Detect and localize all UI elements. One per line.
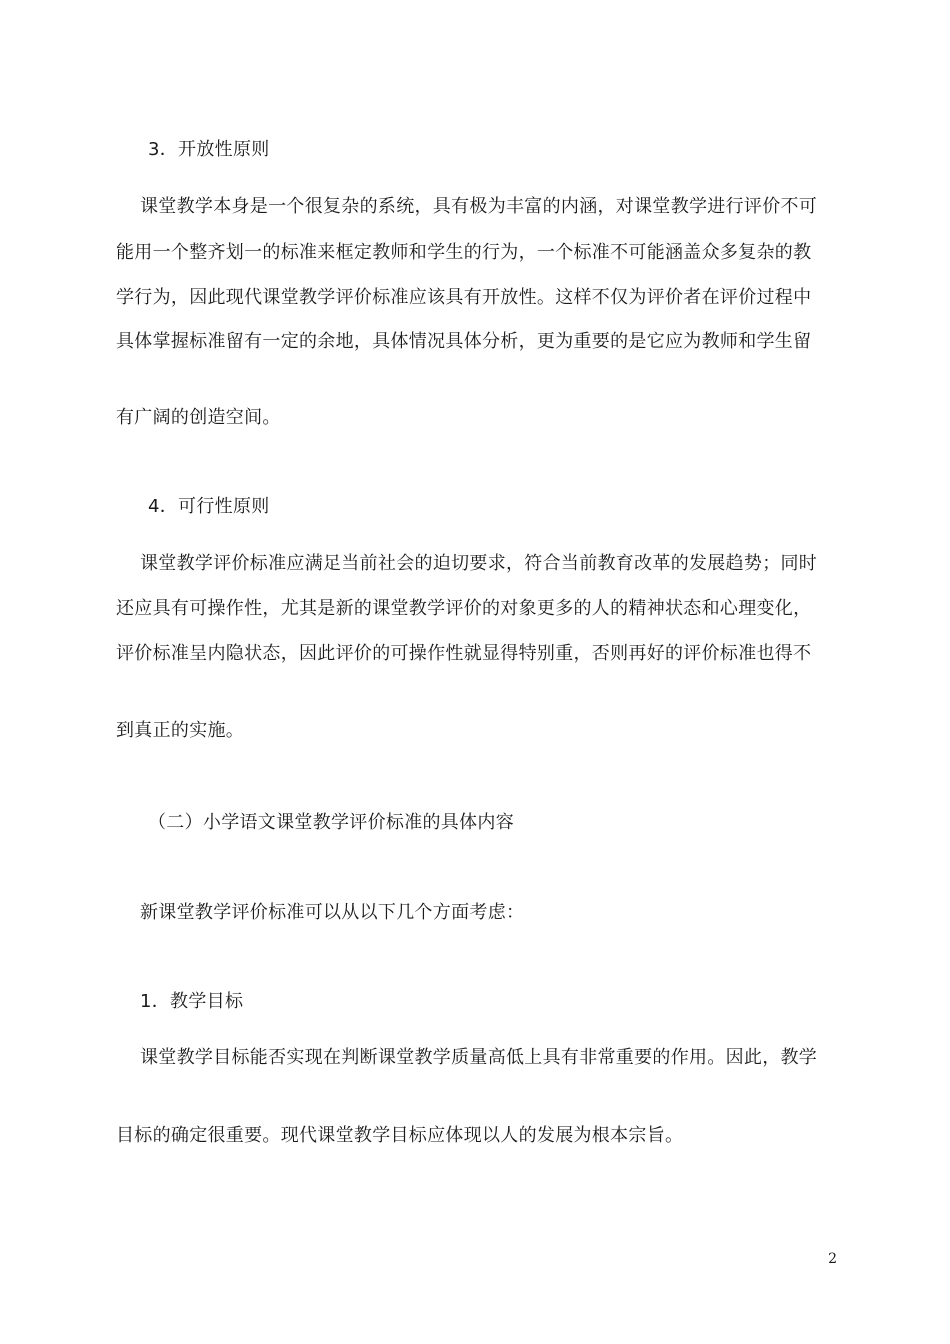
intro-line: 新课堂教学评价标准可以从以下几个方面考虑： (140, 902, 525, 923)
paragraph-line: 学行为，因此现代课堂教学评价标准应该具有开放性。这样不仅为评价者在评价过程中 (116, 287, 812, 308)
paragraph-line: 目标的确定很重要。现代课堂教学目标应体现以人的发展为根本宗旨。 (116, 1125, 684, 1146)
paragraph-line: 评价标准呈内隐状态，因此评价的可操作性就显得特别重，否则再好的评价标准也得不 (116, 643, 812, 664)
paragraph-line: 具体掌握标准留有一定的余地，具体情况具体分析，更为重要的是它应为教师和学生留 (116, 331, 812, 352)
paragraph-line: 还应具有可操作性，尤其是新的课堂教学评价的对象更多的人的精神状态和心理变化， (116, 598, 812, 619)
item-heading: 1．教学目标 (140, 991, 244, 1012)
paragraph-line: 有广阔的创造空间。 (116, 407, 281, 428)
section-heading: 4．可行性原则 (148, 496, 270, 517)
paragraph-line: 课堂教学本身是一个很复杂的系统，具有极为丰富的内涵，对课堂教学进行评价不可 (140, 196, 818, 217)
subsection-heading: （二）小学语文课堂教学评价标准的具体内容 (148, 812, 514, 833)
paragraph-line: 能用一个整齐划一的标准来框定教师和学生的行为，一个标准不可能涵盖众多复杂的教 (116, 242, 812, 263)
section-heading: 3．开放性原则 (148, 139, 270, 160)
paragraph-line: 到真正的实施。 (116, 720, 245, 741)
paragraph-line: 课堂教学目标能否实现在判断课堂教学质量高低上具有非常重要的作用。因此，教学 (140, 1047, 818, 1068)
page-number: 2 (828, 1251, 837, 1267)
paragraph-line: 课堂教学评价标准应满足当前社会的迫切要求，符合当前教育改革的发展趋势；同时 (140, 553, 818, 574)
